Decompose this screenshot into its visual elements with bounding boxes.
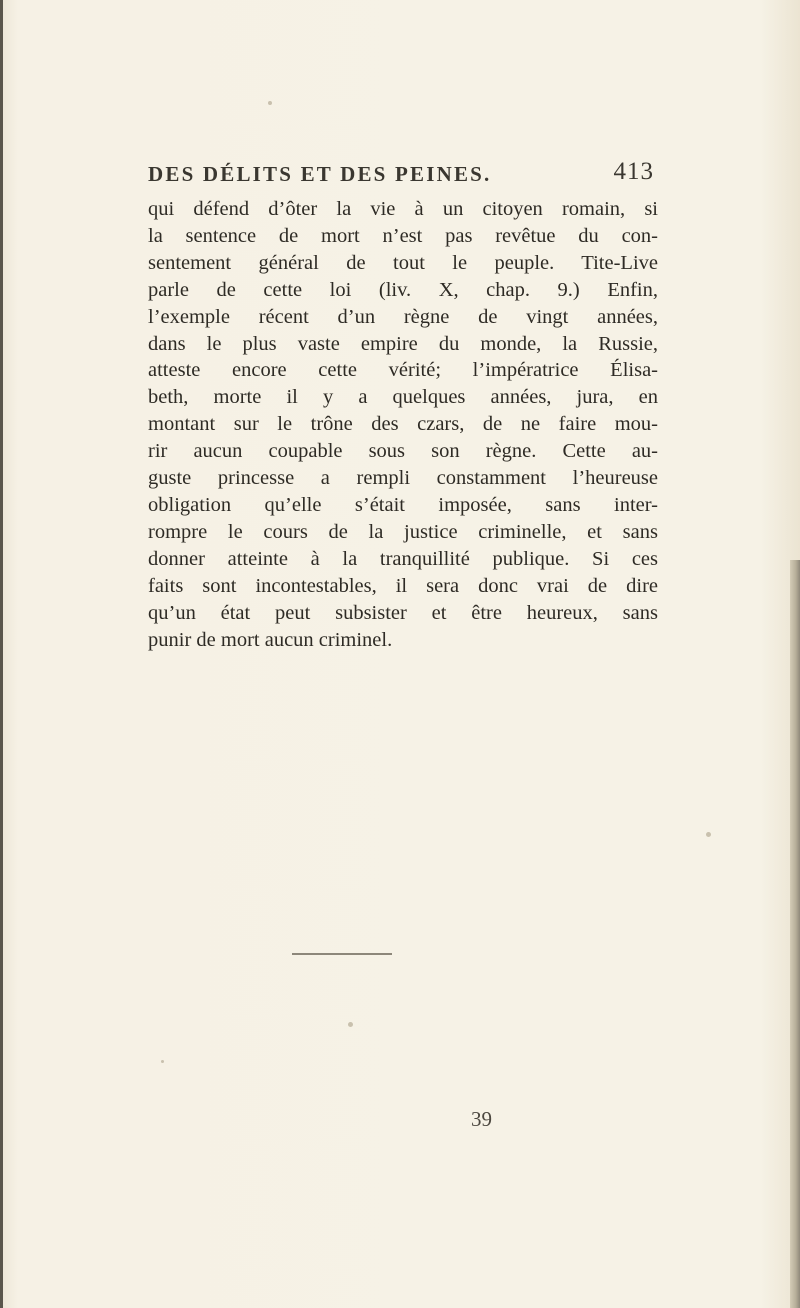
text-line: faits sont incontestables, il sera donc vrai de dire bbox=[148, 574, 658, 597]
page-right-edge bbox=[790, 560, 800, 1308]
body-paragraph bbox=[148, 196, 658, 653]
signature-mark: 39 bbox=[471, 1107, 492, 1131]
running-header bbox=[148, 158, 654, 198]
text-line: la sentence de mort n’est pas revêtue du con- bbox=[148, 224, 658, 247]
text-line: parle de cette loi (liv. X, chap. 9.) Enfin, bbox=[148, 278, 658, 301]
text-line: rompre le cours de la justice criminelle, et sans bbox=[148, 520, 658, 543]
text-line: donner atteinte à la tranquillité publique. Si ces bbox=[148, 547, 658, 570]
text-line: obligation qu’elle s’était imposée, sans inter- bbox=[148, 493, 658, 516]
text-line-last: punir de mort aucun criminel. bbox=[148, 628, 393, 651]
text-line: dans le plus vaste empire du monde, la Russie, bbox=[148, 332, 658, 355]
paper-speck bbox=[268, 101, 272, 105]
text-line: sentement général de tout le peuple. Tite-Live bbox=[148, 251, 658, 274]
paper-speck bbox=[706, 832, 711, 837]
paper-speck bbox=[161, 1060, 164, 1063]
page-left-edge bbox=[0, 0, 3, 1308]
text-line: guste princesse a rempli constamment l’heureuse bbox=[148, 467, 658, 490]
text-line: montant sur le trône des czars, de ne faire mou- bbox=[148, 413, 658, 436]
page-number: 413 bbox=[613, 158, 654, 185]
running-title: DES DÉLITS ET DES PEINES. bbox=[148, 162, 492, 186]
separator-rule bbox=[292, 953, 392, 955]
text-line: l’exemple récent d’un règne de vingt années, bbox=[148, 305, 658, 328]
text-line: qui défend d’ôter la vie à un citoyen romain, si bbox=[148, 198, 658, 220]
text-line: qu’un état peut subsister et être heureux, sans bbox=[148, 601, 658, 624]
text-line: beth, morte il y a quelques années, jura, en bbox=[148, 386, 658, 409]
text-line: atteste encore cette vérité; l’impératrice Élisa- bbox=[148, 359, 658, 382]
text-line: rir aucun coupable sous son règne. Cette au- bbox=[148, 440, 658, 463]
paper-speck bbox=[348, 1022, 353, 1027]
